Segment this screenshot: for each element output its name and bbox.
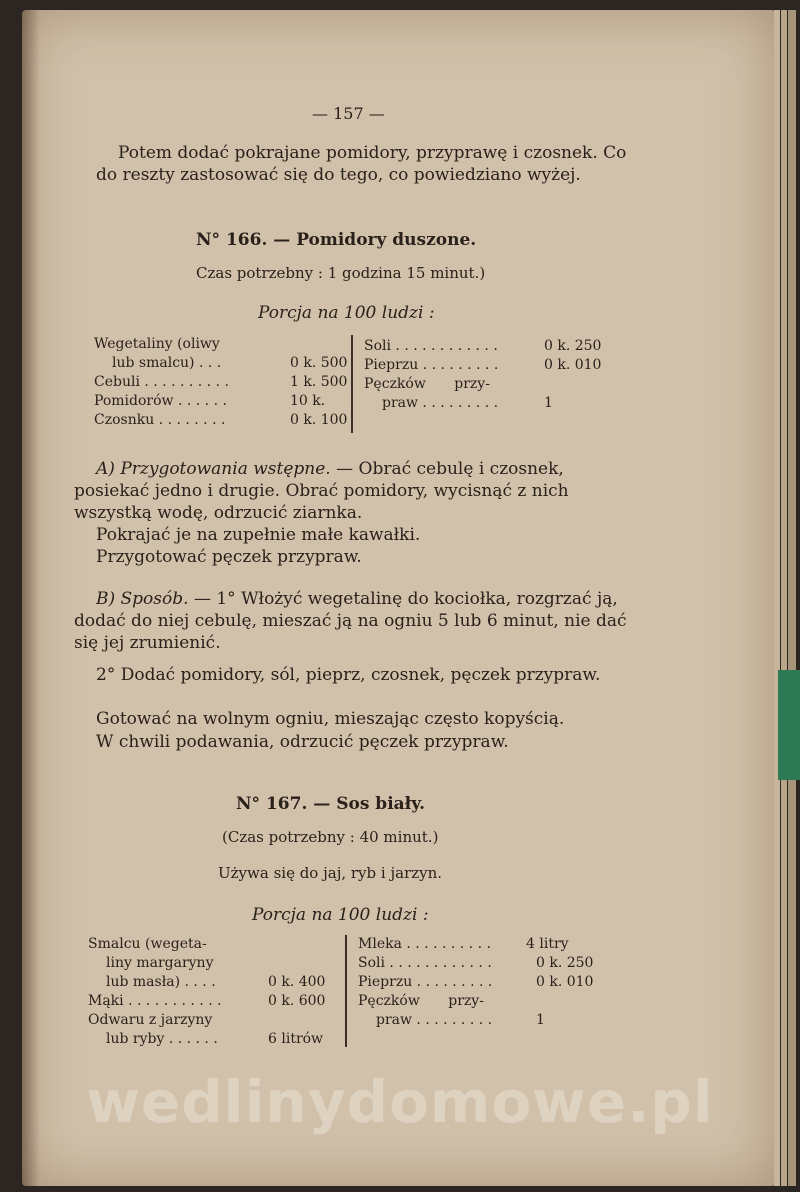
ingredient-row: Soli . . . . . . . . . . . . 0 k. 250: [358, 955, 594, 971]
recipe-166-title: N° 166. — Pomidory duszone.: [196, 230, 477, 250]
recipe-166-time: Czas potrzebny : 1 godzina 15 minut.): [196, 264, 486, 282]
step-b-2: 2° Dodać pomidory, sól, pieprz, czosnek, pęczek przypraw.: [96, 665, 601, 685]
ingredient-row: Czosnku . . . . . . . . 0 k. 100: [94, 412, 348, 428]
recipe-166-ingredients-right: [364, 337, 601, 413]
ingredient-row: Pęczków przy-: [358, 993, 484, 1009]
step-a-line-3: Przygotować pęczek przypraw.: [96, 547, 362, 567]
ingredient-row: Pomidorów . . . . . . 10 k.: [94, 393, 326, 409]
recipe-167-used-for: Używa się do jaj, ryb i jarzyn.: [218, 864, 443, 882]
watermark: wedlinydomowe.pl: [86, 1068, 714, 1136]
ingredient-row: Cebuli . . . . . . . . . . 1 k. 500: [94, 374, 348, 390]
ingredient-row: Mąki . . . . . . . . . . . 0 k. 600: [88, 993, 326, 1009]
column-divider: [351, 335, 353, 433]
ingredient-row: Wegetaliny (oliwy: [94, 336, 220, 352]
ingredient-row: praw . . . . . . . . . 1: [382, 395, 553, 411]
intro-paragraph: Potem dodać pokrajane pomidory, przyprawę i czosnek. Co do reszty zastosować się do tego, co powiedziano wyżej.: [96, 143, 627, 185]
step-a-paragraph: [74, 458, 630, 524]
recipe-167-ingredients-right: [358, 935, 593, 1030]
ingredient-row: Odwaru z jarzyny: [88, 1012, 213, 1028]
step-b-4: W chwili podawania, odrzucić pęczek przypraw.: [96, 732, 509, 752]
recipe-167-time: (Czas potrzebny : 40 minut.): [222, 828, 439, 846]
step-b-label: B) Sposób. —: [96, 589, 211, 609]
step-a-label: A) Przygotowania wstępne. —: [96, 459, 354, 479]
ingredient-row: lub masła) . . . . 0 k. 400: [106, 974, 326, 990]
ingredient-row: liny margaryny: [106, 955, 214, 971]
ingredient-row: lub ryby . . . . . . 6 litrów: [106, 1031, 324, 1047]
page-spine-shadow: [22, 10, 40, 1186]
step-a-text: Obrać cebulę i czosnek, posiekać jedno i drugie. Obrać pomidory, wycisnąć z nich wszystką wodę, odrzucić ziarnka.: [74, 459, 569, 523]
page-number: — 157 —: [312, 104, 385, 123]
step-b-paragraph: [74, 588, 630, 654]
ingredient-row: lub smalcu) . . . 0 k. 500: [112, 355, 348, 371]
ingredient-row: Mleka . . . . . . . . . . 4 litry: [358, 936, 569, 952]
recipe-167-title: N° 167. — Sos biały.: [236, 794, 426, 814]
bookmark-tab: [778, 670, 800, 780]
ingredient-row: Smalcu (wegeta-: [88, 936, 207, 952]
ingredient-row: praw . . . . . . . . . 1: [376, 1012, 545, 1028]
column-divider: [345, 935, 347, 1047]
step-b-text: 1° Włożyć wegetalinę do kociołka, rozgrzać ją, dodać do niej cebulę, mieszać ją na ogniu 5 lub 6 minut, nie dać się jej zrumienić.: [74, 589, 627, 653]
step-b-3: Gotować na wolnym ogniu, mieszając często kopyścią.: [96, 709, 565, 729]
step-a-line-2: Pokrajać je na zupełnie małe kawałki.: [96, 525, 421, 545]
ingredient-row: Pieprzu . . . . . . . . . 0 k. 010: [364, 357, 602, 373]
recipe-166-portion: Porcja na 100 ludzi :: [258, 303, 435, 323]
recipe-166-ingredients-left: [94, 335, 347, 430]
recipe-167-portion: Porcja na 100 ludzi :: [252, 905, 429, 925]
recipe-167-ingredients-left: [88, 935, 338, 1049]
ingredient-row: Pieprzu . . . . . . . . . 0 k. 010: [358, 974, 594, 990]
ingredient-row: Pęczków przy-: [364, 376, 490, 392]
ingredient-row: Soli . . . . . . . . . . . . 0 k. 250: [364, 338, 602, 354]
